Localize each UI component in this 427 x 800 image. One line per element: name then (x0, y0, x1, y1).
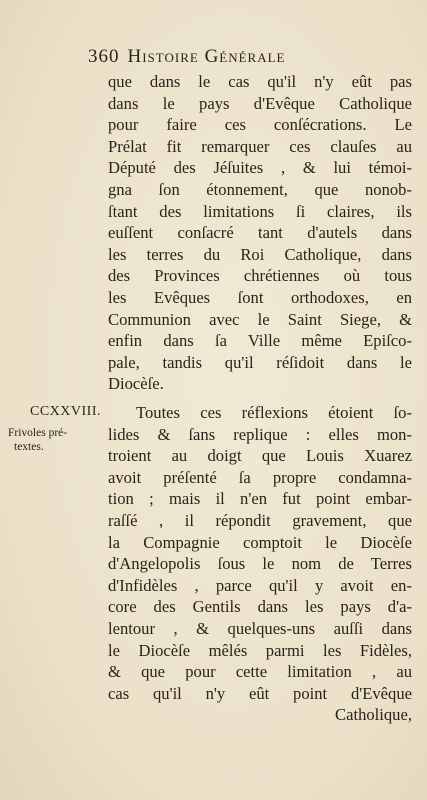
text-line: euſſent conſacré tant d'autels dans (108, 223, 412, 243)
text-line: cas qu'il n'y eût point d'Evêque (108, 683, 412, 703)
text-line: enfin dans ſa Ville même Epiſco- (108, 331, 412, 351)
text-line: Toutes ces réflexions étoient ſo- (136, 403, 412, 422)
text-line: Député des Jéſuites , & lui témoi- (108, 158, 412, 178)
text-line: troient au doigt que Louis Xuarez (108, 446, 412, 466)
text-line: les terres du Roi Catholique, dans (108, 244, 412, 264)
text-line: avoit préſenté ſa propre condamna- (108, 467, 412, 487)
text-line: que dans le cas qu'il n'y eût pas (108, 72, 412, 91)
text-line: d'Angelopolis ſous le nom de Terres (108, 554, 412, 574)
text-line: pale, tandis qu'il réſidoit dans le (108, 352, 412, 372)
margin-note-line: Frivoles pré- (8, 427, 68, 439)
paragraph (108, 402, 412, 726)
running-title: Histoire Générale (127, 46, 286, 67)
text-line: pour faire ces conſécrations. Le (108, 115, 412, 135)
page-number: 360 (88, 46, 120, 67)
text-line: core des Gentils dans les pays d'a- (108, 597, 412, 617)
margin-section-number: CCXXVIII. (30, 404, 101, 419)
text-line: la Compagnie comptoit le Diocèſe (108, 532, 412, 552)
page-header (88, 46, 408, 68)
text-line: lides & ſans replique : elles mon- (108, 424, 412, 444)
text-line: Diocèſe. (108, 374, 164, 394)
text-line: lentour , & quelques-uns auſſi dans (108, 618, 412, 638)
text-line: Communion avec le Saint Siege, & (108, 309, 412, 329)
text-line: ſtant des limitations ſi claires, ils (108, 201, 412, 221)
text-line: d'Infidèles , parce qu'il y avoit en- (108, 575, 412, 595)
text-line: des Provinces chrétiennes où tous (108, 266, 412, 286)
text-line: gna ſon étonnement, que nonob- (108, 179, 412, 199)
text-line: les Evêques ſont orthodoxes, en (108, 287, 412, 307)
text-line: dans le pays d'Evêque Catholique (108, 93, 412, 113)
text-line: le Diocèſe mêlés parmi les Fidèles, (108, 640, 412, 660)
margin-note (8, 426, 110, 454)
text-line: Catholique, (335, 705, 412, 725)
text-line: tion ; mais il n'en fut point embar- (108, 489, 412, 509)
margin-note-line: textes. (14, 441, 44, 453)
text-line: Prélat fit remarquer ces clauſes au (108, 136, 412, 156)
paragraph-continuation (108, 71, 412, 395)
text-line: raſſé , il répondit gravement, que (108, 510, 412, 530)
text-line: & que pour cette limitation , au (108, 662, 412, 682)
